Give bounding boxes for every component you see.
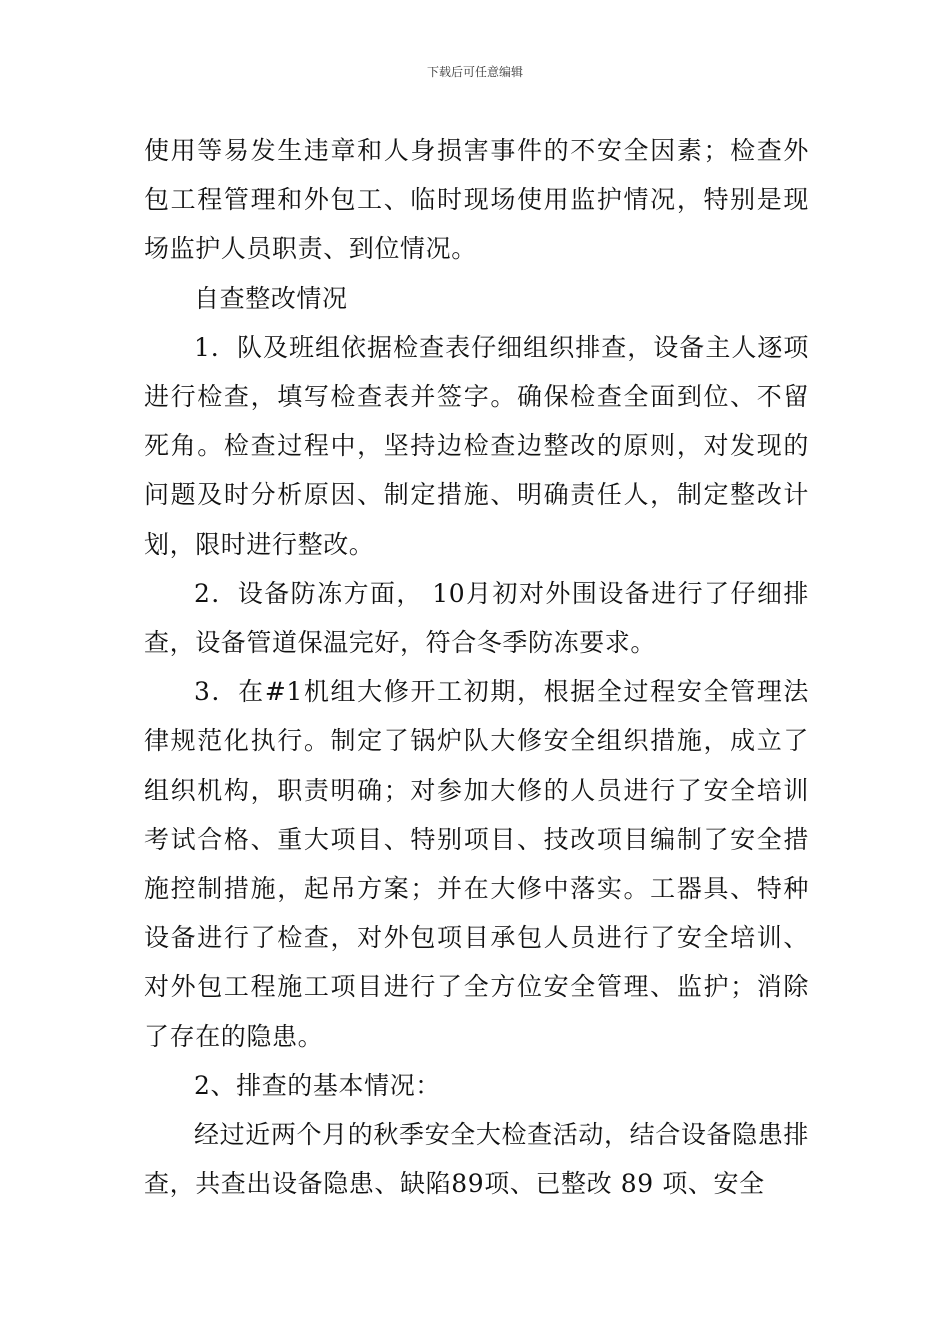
paragraph-item-1: 1．队及班组依据检查表仔细组织排查，设备主人逐项进行检查，填写检查表并签字。确保检查全面到位、不留死角。检查过程中，坚持边检查边整改的原则，对发现的问题及时分析原因、制定措施、明确责任人，制定整改计划，限时进行整改。 (144, 332, 809, 559)
section-heading-basic-situation: 2、排查的基本情况： (194, 1070, 441, 1100)
paragraph-item-3: 3．在#1机组大修开工初期，根据全过程安全管理法律规范化执行。制定了锅炉队大修安全组织措施，成立了组织机构，职责明确；对参加大修的人员进行了安全培训考试合格、重大项目、特别项目、技改项目编制了安全措施控制措施，起吊方案；并在大修中落实。工器具、特种设备进行了检查，对外包项目承包人员进行了安全培训、对外包工程施工项目进行了全方位安全管理、监护；消除了存在的隐患。 (144, 677, 809, 1051)
document-body (144, 126, 809, 1208)
section-heading-self-check: 自查整改情况 (194, 283, 348, 313)
paragraph-continuation: 使用等易发生违章和人身损害事件的不安全因素；检查外包工程管理和外包工、临时现场使用监护情况，特别是现场监护人员职责、到位情况。 (144, 136, 809, 264)
paragraph-item-2: 2．设备防冻方面， 10月初对外围设备进行了仔细排查，设备管道保温完好，符合冬季防冻要求。 (144, 578, 809, 658)
paragraph-summary: 经过近两个月的秋季安全大检查活动，结合设备隐患排查，共查出设备隐患、缺陷89项、已整改 89 项、安全 (144, 1120, 809, 1199)
page-header-note: 下载后可任意编辑 (426, 65, 523, 79)
